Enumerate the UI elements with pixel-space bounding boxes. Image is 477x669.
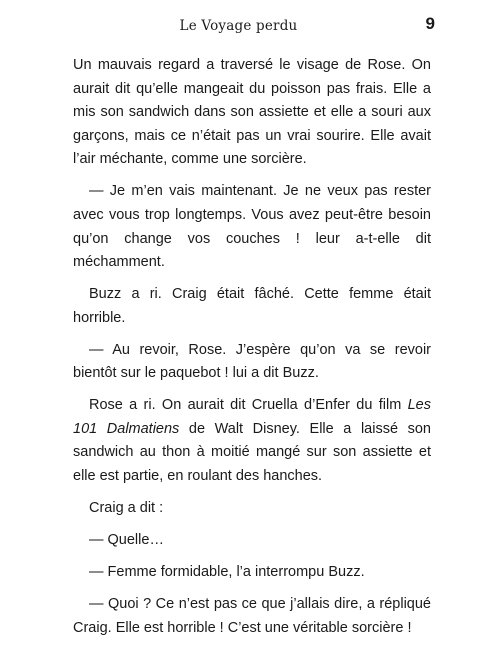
page-header	[0, 14, 477, 38]
paragraph-2: — Je m’en vais maintenant. Je ne veux pas rester avec vous trop longtemps. Vous avez peut-être besoin qu’on change vos couches ! leur a-t-elle dit méchamment.	[73, 183, 431, 271]
page-number: 9	[425, 14, 435, 33]
paragraph-5-text-before: Rose a ri. On aurait dit Cruella d’Enfer du film	[89, 397, 408, 414]
running-title: Le Voyage perdu	[179, 18, 298, 34]
paragraph-5-text-after: de Walt Disney. Elle a laissé son sandwich au thon à moitié mangé sur son assiette et elle est partie, en roulant des hanches.	[73, 420, 431, 485]
paragraph-8: — Femme formidable, l’a interrompu Buzz.	[89, 564, 365, 581]
paragraph-3: Buzz a ri. Craig était fâché. Cette femme était horrible.	[73, 286, 431, 326]
paragraph-4: — Au revoir, Rose. J’espère qu’on va se revoir bientôt sur le paquebot ! lui a dit Buzz.	[73, 341, 431, 382]
paragraph-1: Un mauvais regard a traversé le visage de Rose. On aurait dit qu’elle mangeait du poisson pas frais. Elle a mis son sandwich dans son assiette et elle a souri aux garçons, mais ce n’était pas un vrai sourire. Elle avait l’air méchante, comme une sorcière.	[73, 57, 431, 168]
paragraph-7: — Quelle…	[89, 532, 164, 549]
body-text	[73, 54, 431, 649]
film-title: Les 101 Dalmatiens	[73, 397, 431, 437]
paragraph-9: — Quoi ? Ce n’est pas ce que j’allais dire, a répliqué Craig. Elle est horrible ! C’est une véritable sorcière !	[73, 596, 431, 636]
paragraph-5	[73, 394, 431, 488]
paragraph-6: Craig a dit :	[89, 500, 164, 517]
